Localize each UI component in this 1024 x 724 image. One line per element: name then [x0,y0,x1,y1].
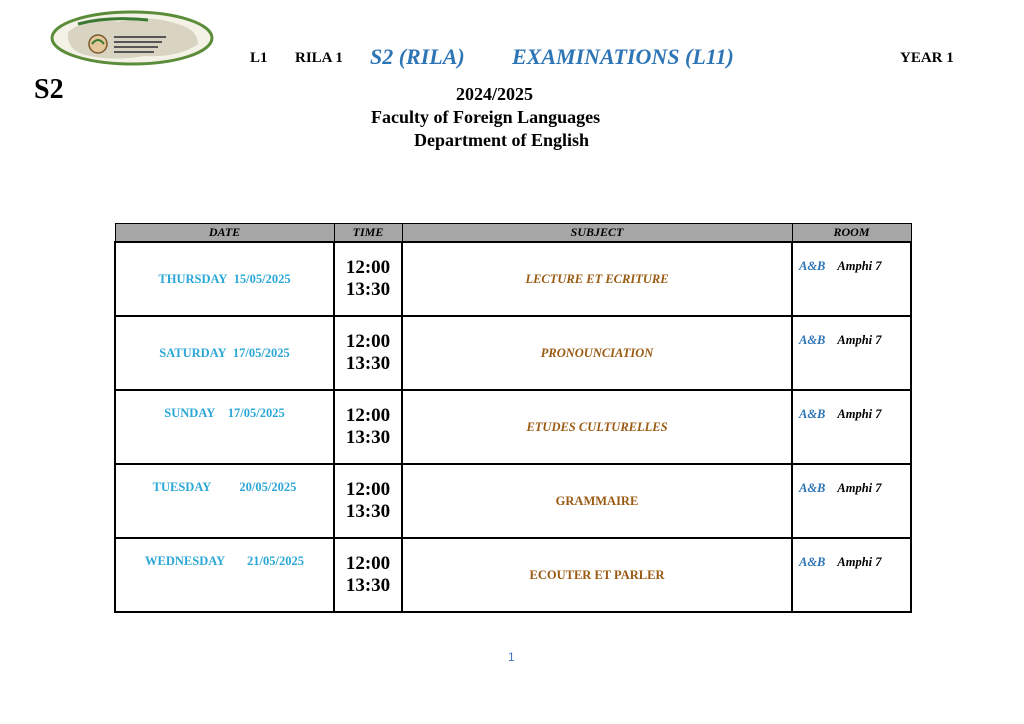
table-row [115,242,911,316]
room-group: A&B [799,555,826,569]
level-label: L1 [250,50,268,66]
exam-date: 20/05/2025 [239,480,297,494]
subject-name: LECTURE ET ECRITURE [525,271,669,286]
exam-day: THURSDAY [158,271,228,286]
room-name: Amphi 7 [837,407,882,421]
exam-day: TUESDAY [152,480,212,494]
time-cell [334,390,402,464]
subject-cell [402,390,792,464]
room-cell [792,390,911,464]
room-name: Amphi 7 [837,259,882,273]
side-semester-label: S2 [34,74,64,105]
table-row [115,390,911,464]
room-group: A&B [799,481,826,495]
subject-cell [402,242,792,316]
end-time: 13:30 [345,353,391,374]
room-cell [792,242,911,316]
subject-cell [402,316,792,390]
exam-day: WEDNESDAY [145,554,226,568]
room-cell [792,464,911,538]
room-group: A&B [799,259,826,273]
exam-day: SATURDAY [159,345,227,360]
start-time: 12:00 [345,405,391,426]
time-cell [334,316,402,390]
subject-name: ETUDES CULTURELLES [526,419,668,434]
column-header-subject: SUBJECT [402,224,792,243]
academic-year: 2024/2025 [456,84,534,104]
column-header-time: TIME [334,224,402,243]
end-time: 13:30 [345,427,391,448]
semester-title: S2 (RILA) [370,44,465,69]
date-cell [115,390,334,464]
room-group: A&B [799,407,826,421]
column-header-room: ROOM [792,224,911,243]
exam-date: 17/05/2025 [227,406,285,420]
university-logo [48,10,216,66]
date-cell [115,538,334,612]
table-row [115,464,911,538]
rila-label: RILA 1 [295,50,343,66]
exam-date: 17/05/2025 [232,345,290,360]
subject-name: PRONOUNCIATION [540,345,654,360]
exam-date: 15/05/2025 [233,271,291,286]
end-time: 13:30 [345,279,391,300]
table-header-row [115,224,911,243]
faculty-name: Faculty of Foreign Languages [371,107,601,127]
exam-day: SUNDAY [164,406,216,420]
start-time: 12:00 [345,257,391,278]
room-name: Amphi 7 [837,555,882,569]
start-time: 12:00 [345,331,391,352]
exam-schedule-table [114,223,912,613]
room-name: Amphi 7 [837,333,882,347]
start-time: 12:00 [345,479,391,500]
table-row [115,538,911,612]
subject-cell [402,538,792,612]
date-cell [115,464,334,538]
subject-cell [402,464,792,538]
exam-title: EXAMINATIONS (L11) [512,44,734,69]
room-cell [792,316,911,390]
end-time: 13:30 [345,575,391,596]
page-number: 1 [508,650,515,664]
date-cell [115,316,334,390]
table-row [115,316,911,390]
room-name: Amphi 7 [837,481,882,495]
room-group: A&B [799,333,826,347]
exam-date: 21/05/2025 [247,554,304,568]
end-time: 13:30 [345,501,391,522]
year-label: YEAR 1 [900,50,954,66]
subject-name: ECOUTER ET PARLER [529,567,665,582]
time-cell [334,242,402,316]
room-cell [792,538,911,612]
subject-name: GRAMMAIRE [555,493,639,508]
time-cell [334,464,402,538]
department-name: Department of English [414,130,589,150]
column-header-date: DATE [115,224,334,243]
start-time: 12:00 [345,553,391,574]
date-cell [115,242,334,316]
time-cell [334,538,402,612]
